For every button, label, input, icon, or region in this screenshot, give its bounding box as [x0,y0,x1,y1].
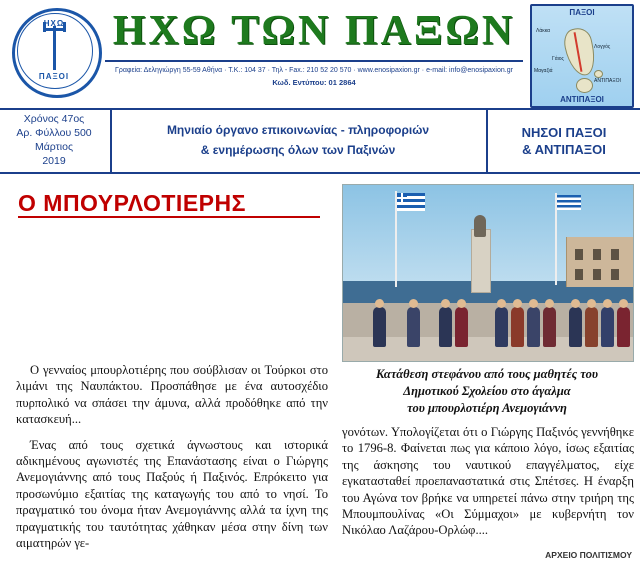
map-label-loggos: Λογγός [594,44,611,50]
logo-top-text: ΗΧΩ [43,19,65,28]
photo-caption [342,366,632,417]
photo-statue-base [471,229,491,293]
info-divider-right [486,110,488,172]
islands-line-1: ΝΗΣΟΙ ΠΑΞΟΙ [521,125,607,140]
headline-underline [18,216,320,218]
article-photo [342,184,634,362]
photo-person [617,307,630,347]
contact-line: Γραφεία: Δεληγιώργη 55-59 Αθήνα · Τ.Κ.: 104 37 · Τηλ - Fax.: 210 52 20 570 · www.enosipaxion.gr · e-mail: info@enosipaxion.gr [115,67,513,74]
publication-code: Κωδ. Εντύπου: 01 2864 [272,78,356,87]
map-title: ΠΑΞΟΙ [569,8,595,17]
caption-line-3: του μπουρλοτιέρη Ανεμογιάννη [407,401,567,415]
photo-statue-figure [474,215,486,237]
slogan-line-2: & ενημέρωσης όλων των Παξινών [200,143,396,157]
slogan [116,120,480,160]
islands-map [530,4,634,108]
photo-person [373,307,386,347]
archive-credit: ΑΡΧΕΙΟ ΠΟΛΙΤΙΣΜΟΥ [545,550,632,560]
map-label-lakka: Λάκκα [536,28,551,34]
map-bottom-label: ΑΝΤΙΠΑΞΟΙ [560,95,604,104]
title-block [104,4,524,87]
photo-person [407,307,420,347]
photo-person [569,307,582,347]
map-island-antipaxoi [576,78,593,93]
map-islet [594,70,603,78]
newspaper-logo [8,6,100,98]
page-title: ΗΧΩ ΤΩΝ ΠΑΞΩΝ [112,8,516,54]
photo-person [585,307,598,347]
issue-year: Χρόνος 47ος [23,113,85,125]
photo-person [601,307,614,347]
article-column-left [16,362,328,560]
logo-bottom-text: ΠΑΞΟΙ [38,72,70,81]
masthead [0,0,640,110]
map-label-magazia: Μαγαζιά [534,68,553,74]
article-column-right [342,424,634,548]
greek-flag-right-icon [557,195,581,210]
photo-person [495,307,508,347]
photo-person [527,307,540,347]
photo-person [511,307,524,347]
article-headline: Ο ΜΠΟΥΡΛΟΤΙΕΡΗΣ [18,190,246,216]
issue-year-number: 2019 [42,155,66,167]
paragraph: Ένας από τους σχετικά άγνωστους και ιστορικά αδικημένους αγωνιστές της Επανάστασης είναι ο Γιώργης Ανεμογιάννης από τους Παξούς ή Παξινός. Επρόκειτο για προσωνύμιο εξαιτίας της καταγωγής του από το νησί. Το πραγματικό του όνομα ήταν Ανεμογιάννης αλλά τα ίχνη της πραγματικής του ταυτότητας χάθηκαν μέσα στην δίνη των αιματηρών γε- [16,437,328,551]
map-label-antipaxoi-small: ΑΝΤΙΠΑΞΟΙ [594,78,621,84]
photo-person [455,307,468,347]
photo-person [543,307,556,347]
islands-label [492,124,636,158]
slogan-line-1: Μηνιαίο όργανο επικοινωνίας - πληροφοριών [166,123,430,137]
title-divider [105,60,523,62]
greek-flag-left-icon [397,193,425,211]
logo-text [8,6,100,98]
caption-line-2: Δημοτικού Σχολείου στο άγαλμα [403,384,571,398]
issue-number: Αρ. Φύλλου 500 [16,127,92,139]
issue-info [6,112,102,168]
map-label-gaios: Γάιος [552,56,564,62]
caption-line-1: Κατάθεση στεφάνου από τους μαθητές του [375,367,599,381]
info-divider-left [110,110,112,172]
photo-person [439,307,452,347]
photo-building [566,237,633,287]
paragraph: Ο γενναίος μπουρλοτιέρης που σούβλισαν οι Τούρκοι στο λιμάνι της Ναυπάκτου. Προσπάθησε με ένα αυτοσχέδιο πυρπολικό να σπάσει την άμυνα, αλλά προδόθηκε από την κατασκευή... [16,363,328,427]
paragraph: γονότων. Υπολογίζεται ότι ο Γιώργης Παξινός γεννήθηκε το 1796-8. Φαίνεται πως για κάποιο λόγο, ίσως εξαιτίας της άσκησης του ναυτικού επαγγέλματος, είχε εγκατασταθεί προεπαναστατικά στις Σπέτσες. Η έναρξη του Αγώνα τον βρήκε να υπηρετεί πάνω στην τριήρη της Μπουμπουλίνας «Οι Σύμμαχοι» με κυβερνήτη τον Νικόλαο Λαζάρου-Ορλώφ.... [342,425,634,538]
issue-month: Μάρτιος [34,141,74,153]
islands-line-2: & ΑΝΤΙΠΑΞΟΙ [522,142,606,157]
info-bar [0,110,640,174]
